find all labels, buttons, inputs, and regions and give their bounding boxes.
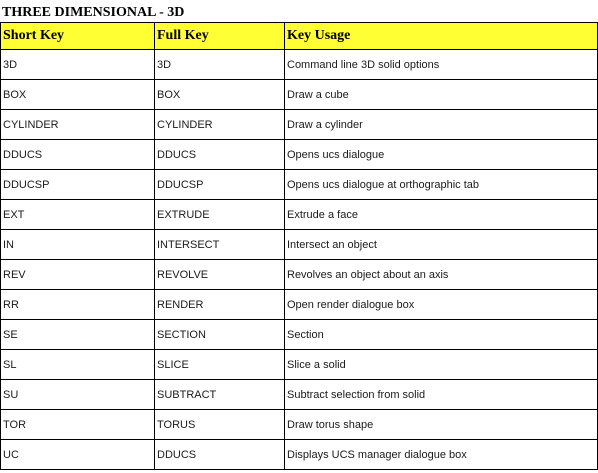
- full-key-cell: SECTION: [155, 320, 285, 350]
- table-row: [1, 110, 598, 140]
- full-key-cell: BOX: [155, 80, 285, 110]
- table-row: [1, 440, 598, 470]
- page-title: THREE DIMENSIONAL - 3D: [2, 5, 185, 20]
- table-row: [1, 200, 598, 230]
- full-key-cell: RENDER: [155, 290, 285, 320]
- short-key-cell: IN: [1, 230, 155, 260]
- table-header-row: [1, 23, 598, 50]
- key-usage-cell: Subtract selection from solid: [285, 380, 598, 410]
- key-usage-cell: Open render dialogue box: [285, 290, 598, 320]
- table-row: [1, 140, 598, 170]
- short-key-cell: BOX: [1, 80, 155, 110]
- full-key-cell: 3D: [155, 50, 285, 80]
- table-row: [1, 380, 598, 410]
- full-key-cell: INTERSECT: [155, 230, 285, 260]
- table-row: [1, 230, 598, 260]
- table-row: [1, 290, 598, 320]
- short-key-cell: REV: [1, 260, 155, 290]
- short-key-cell: DDUCSP: [1, 170, 155, 200]
- short-key-cell: DDUCS: [1, 140, 155, 170]
- short-key-cell: SE: [1, 320, 155, 350]
- table-row: [1, 80, 598, 110]
- key-usage-cell: Section: [285, 320, 598, 350]
- column-header-short-key: Short Key: [1, 23, 155, 50]
- table-row: [1, 410, 598, 440]
- key-usage-cell: Displays UCS manager dialogue box: [285, 440, 598, 470]
- key-usage-cell: Draw torus shape: [285, 410, 598, 440]
- table-row: [1, 170, 598, 200]
- full-key-cell: REVOLVE: [155, 260, 285, 290]
- short-key-cell: EXT: [1, 200, 155, 230]
- key-usage-cell: Revolves an object about an axis: [285, 260, 598, 290]
- table-row: [1, 320, 598, 350]
- short-key-cell: RR: [1, 290, 155, 320]
- key-usage-cell: Extrude a face: [285, 200, 598, 230]
- full-key-cell: TORUS: [155, 410, 285, 440]
- key-usage-cell: Opens ucs dialogue at orthographic tab: [285, 170, 598, 200]
- key-usage-cell: Opens ucs dialogue: [285, 140, 598, 170]
- short-key-cell: 3D: [1, 50, 155, 80]
- short-key-cell: SU: [1, 380, 155, 410]
- full-key-cell: DDUCS: [155, 440, 285, 470]
- full-key-cell: SLICE: [155, 350, 285, 380]
- full-key-cell: EXTRUDE: [155, 200, 285, 230]
- short-key-cell: UC: [1, 440, 155, 470]
- short-key-cell: SL: [1, 350, 155, 380]
- table-row: [1, 260, 598, 290]
- short-key-cell: TOR: [1, 410, 155, 440]
- key-usage-cell: Draw a cube: [285, 80, 598, 110]
- key-usage-cell: Draw a cylinder: [285, 110, 598, 140]
- key-usage-cell: Intersect an object: [285, 230, 598, 260]
- key-usage-cell: Slice a solid: [285, 350, 598, 380]
- shortcut-table: [0, 22, 598, 470]
- short-key-cell: CYLINDER: [1, 110, 155, 140]
- full-key-cell: SUBTRACT: [155, 380, 285, 410]
- table-row: [1, 50, 598, 80]
- column-header-key-usage: Key Usage: [285, 23, 598, 50]
- column-header-full-key: Full Key: [155, 23, 285, 50]
- full-key-cell: CYLINDER: [155, 110, 285, 140]
- full-key-cell: DDUCS: [155, 140, 285, 170]
- table-row: [1, 350, 598, 380]
- full-key-cell: DDUCSP: [155, 170, 285, 200]
- key-usage-cell: Command line 3D solid options: [285, 50, 598, 80]
